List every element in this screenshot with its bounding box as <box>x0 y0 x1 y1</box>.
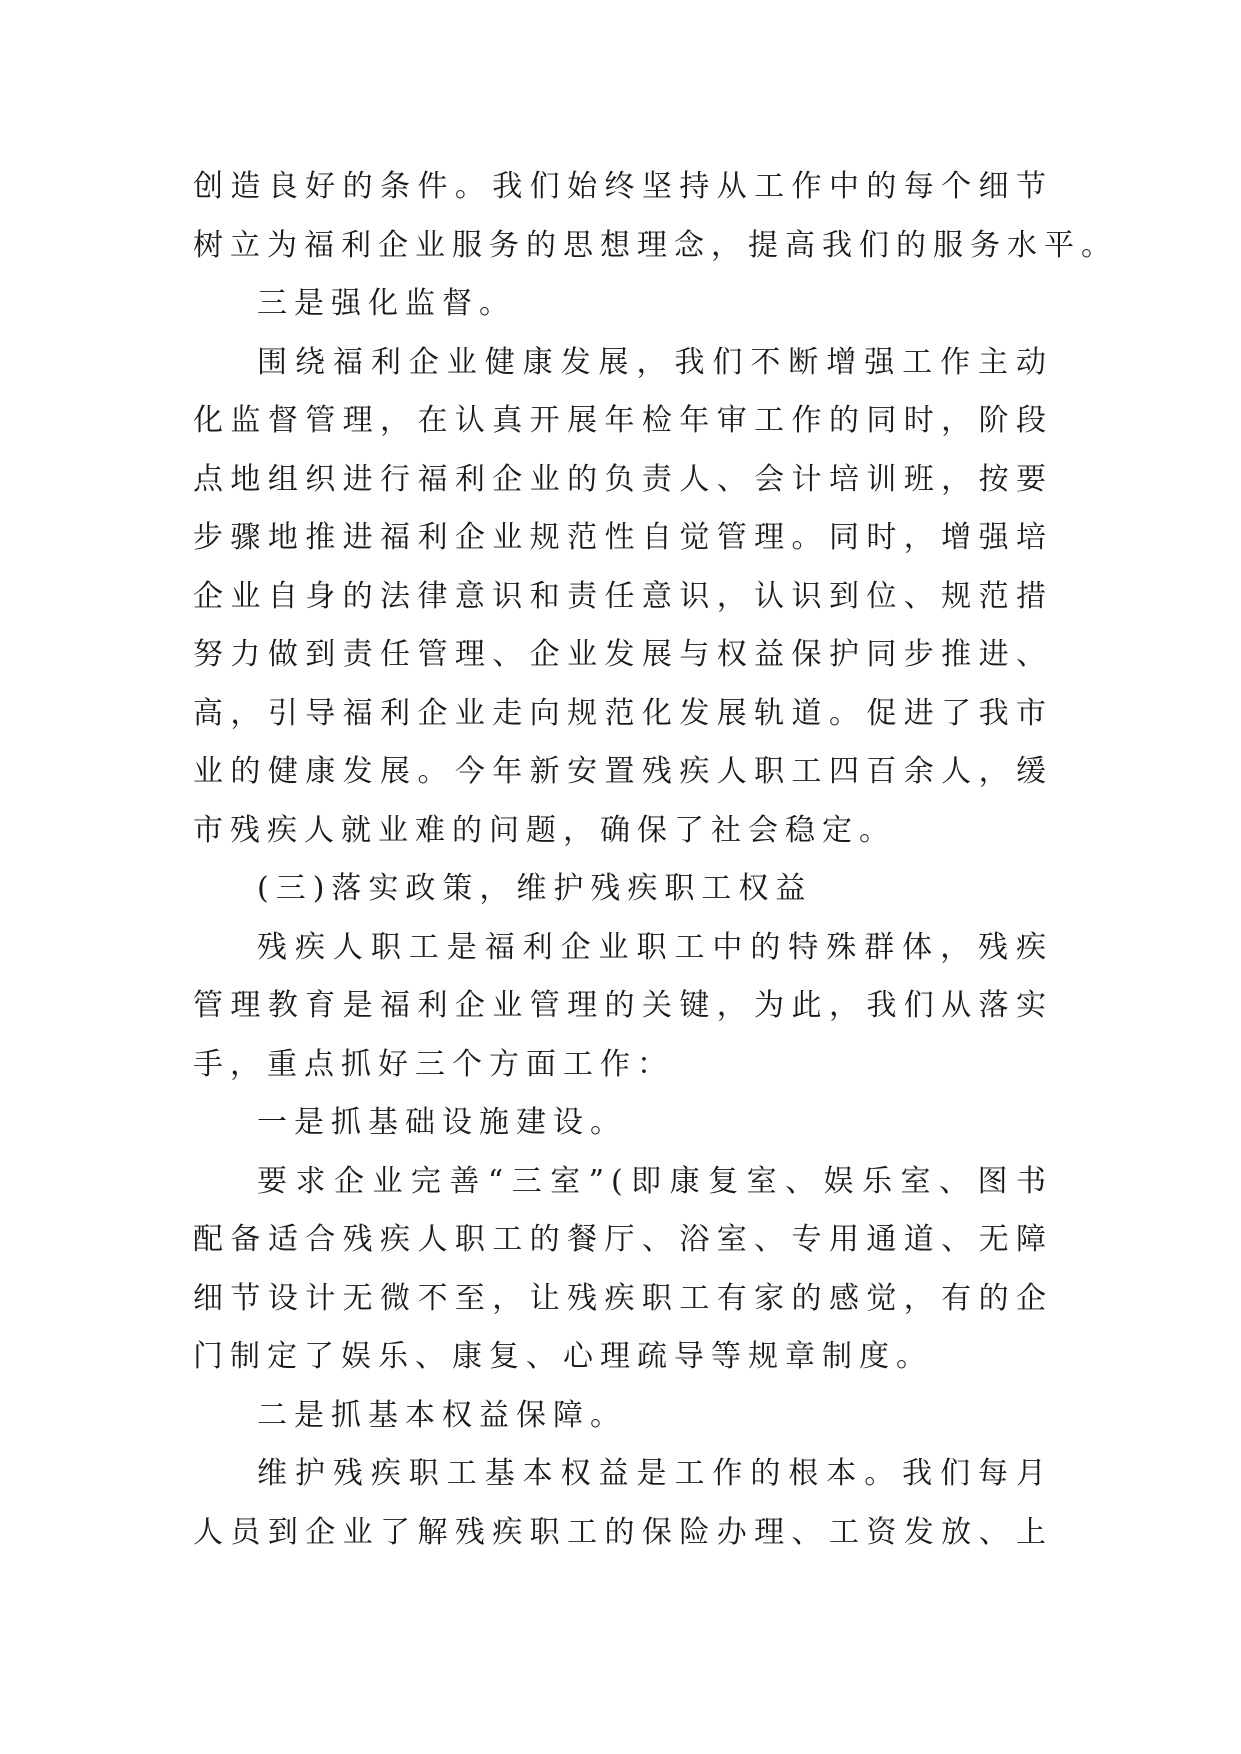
text-line: 企业自身的法律意识和责任意识，认识到位、规范措 <box>193 578 1053 614</box>
text-line: 二是抓基本权益保障。 <box>257 1397 627 1433</box>
text-line: 围绕福利企业健康发展，我们不断增强工作主动 <box>257 344 1053 380</box>
text-line: 化监督管理，在认真开展年检年审工作的同时，阶段 <box>193 403 1053 438</box>
text-line: 手，重点抓好三个方面工作： <box>193 1046 674 1082</box>
text-line: 点地组织进行福利企业的负责人、会计培训班，按要 <box>193 461 1053 497</box>
text-line: (三)落实政策，维护残疾职工权益 <box>257 871 813 906</box>
text-line: 门制定了娱乐、康复、心理疏导等规章制度。 <box>193 1339 933 1374</box>
text-line: 三是强化监督。 <box>257 286 516 321</box>
text-line: 业的健康发展。今年新安置残疾人职工四百余人，缓 <box>193 754 1053 789</box>
text-line: 步骤地推进福利企业规范性自觉管理。同时，增强培 <box>193 520 1053 555</box>
text-line: 创造良好的条件。我们始终坚持从工作中的每个细节 <box>193 169 1053 204</box>
text-line: 市残疾人就业难的问题，确保了社会稳定。 <box>193 812 896 848</box>
text-line: 一是抓基础设施建设。 <box>257 1105 627 1140</box>
text-line: 努力做到责任管理、企业发展与权益保护同步推进、 <box>193 637 1053 672</box>
text-line: 管理教育是福利企业管理的关键，为此，我们从落实 <box>193 988 1053 1023</box>
text-line: 树立为福利企业服务的思想理念，提高我们的服务水平。 <box>193 227 1118 263</box>
text-line: 人员到企业了解残疾职工的保险办理、工资发放、上 <box>193 1514 1053 1550</box>
text-line: 要求企业完善“三室”(即康复室、娱乐室、图书 <box>257 1163 1053 1199</box>
text-line: 细节设计无微不至，让残疾职工有家的感觉，有的企 <box>193 1280 1053 1316</box>
text-line: 配备适合残疾人职工的餐厅、浴室、专用通道、无障 <box>193 1222 1053 1257</box>
text-line: 维护残疾职工基本权益是工作的根本。我们每月 <box>257 1456 1053 1491</box>
text-line: 高，引导福利企业走向规范化发展轨道。促进了我市 <box>193 695 1053 731</box>
document-body <box>193 158 1118 1562</box>
text-line: 残疾人职工是福利企业职工中的特殊群体，残疾 <box>257 929 1053 965</box>
